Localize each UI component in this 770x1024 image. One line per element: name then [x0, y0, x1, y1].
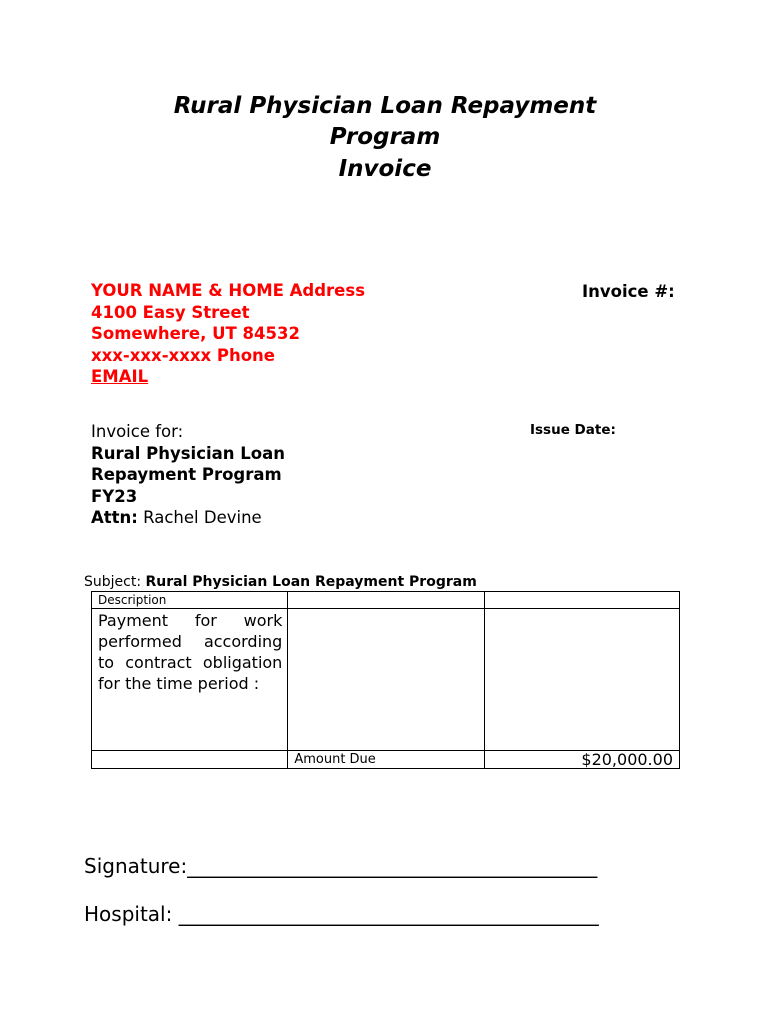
subject-label: Subject:	[84, 574, 146, 590]
table-header-cell	[92, 592, 288, 609]
signature-line: Signature:_________________________________________	[84, 854, 598, 878]
sender-city-state: Somewhere, UT 84532	[91, 324, 300, 343]
table-header-cell	[484, 592, 679, 609]
sender-email-link[interactable]: EMAIL	[91, 367, 149, 386]
attn-line	[91, 507, 285, 529]
bill-to-block	[91, 421, 285, 529]
table-cell	[288, 751, 484, 769]
table-cell	[484, 609, 679, 751]
invoice-number-label: Invoice #:	[582, 282, 675, 301]
sender-street: 4100 Easy Street	[91, 302, 250, 322]
subject-line	[84, 573, 477, 591]
hospital-line: Hospital: __________________________________________	[84, 902, 599, 926]
table-row	[92, 609, 680, 751]
description-header: Description	[98, 593, 167, 607]
table-total-row	[92, 751, 680, 769]
table-cell	[484, 751, 679, 769]
sender-name-line: YOUR NAME & HOME Address	[91, 281, 366, 300]
table-cell	[288, 609, 484, 751]
table-cell	[92, 609, 288, 751]
subject-value: Rural Physician Loan Repayment Program	[145, 574, 477, 590]
table-header-row	[92, 592, 680, 609]
bill-to-line-2: Repayment Program	[91, 465, 282, 484]
amount-due-value: $20,000.00	[581, 750, 673, 769]
table-cell	[92, 751, 288, 769]
attn-label: Attn:	[91, 508, 138, 527]
sender-phone: xxx-xxx-xxxx Phone	[91, 345, 275, 365]
sender-address-block	[91, 280, 365, 388]
description-text: Payment for work performed according to contract obligation for the time period :	[98, 611, 283, 693]
bill-to-label: Invoice for:	[91, 422, 184, 441]
bill-to-fiscal-year: FY23	[91, 486, 138, 506]
document-title-line-1: Rural Physician Loan Repayment	[173, 93, 597, 119]
amount-due-label: Amount Due	[294, 752, 376, 767]
invoice-table	[91, 591, 680, 769]
document-title-invoice: Invoice	[338, 156, 432, 182]
bill-to-line-1: Rural Physician Loan	[91, 443, 285, 463]
table-header-cell	[288, 592, 484, 609]
issue-date-label: Issue Date:	[530, 422, 616, 438]
document-title-line-2: Program	[329, 124, 441, 150]
attn-name: Rachel Devine	[137, 508, 262, 527]
